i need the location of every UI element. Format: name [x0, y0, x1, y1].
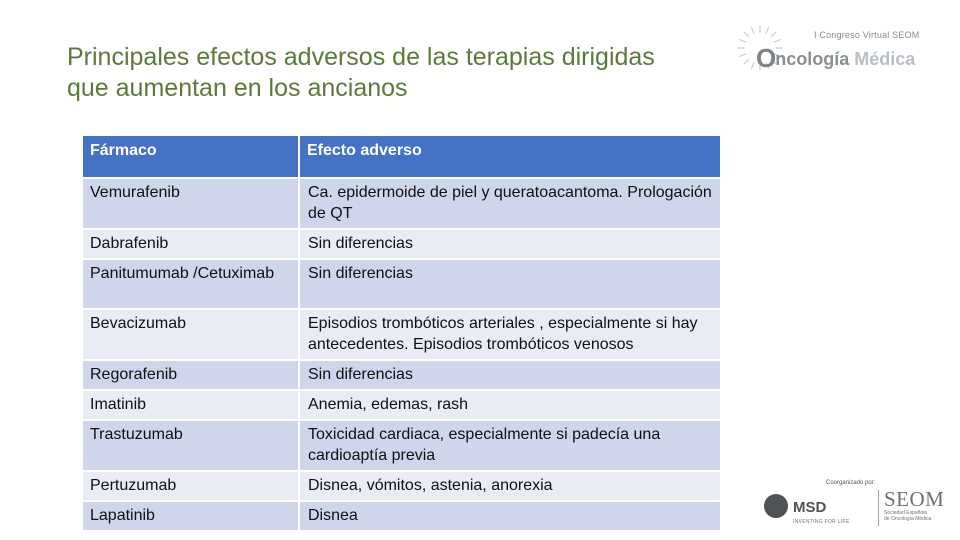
effect-cell: Ca. epidermoide de piel y queratoacantoma. Prologación de QT [299, 178, 721, 229]
msd-logo [764, 490, 876, 530]
congress-logo [736, 22, 946, 82]
effect-cell: Sin diferencias [299, 259, 721, 309]
effect-cell: Sin diferencias [299, 360, 721, 390]
drug-cell: Dabrafenib [82, 229, 299, 259]
drug-cell: Vemurafenib [82, 178, 299, 229]
effect-cell: Sin diferencias [299, 229, 721, 259]
seom-logo [884, 488, 954, 530]
effect-cell: Anemia, edemas, rash [299, 390, 721, 420]
table-row [82, 471, 721, 501]
msd-emblem-icon [764, 494, 788, 518]
effect-cell: Disnea, vómitos, astenia, anorexia [299, 471, 721, 501]
drug-cell: Imatinib [82, 390, 299, 420]
title-line-2: que aumentan en los ancianos [67, 74, 408, 102]
seom-name: SEOM [884, 487, 945, 511]
effect-cell: Toxicidad cardiaca, especialmente si padecía una cardioaptía previa [299, 420, 721, 471]
table-row [82, 178, 721, 229]
adverse-effects-table [81, 134, 722, 532]
slide-title [67, 42, 747, 104]
drug-cell: Regorafenib [82, 360, 299, 390]
title-line-1: Principales efectos adversos de las terapias dirigidas [67, 43, 655, 71]
table-row [82, 390, 721, 420]
coorganized-label: Coorganizado por: [826, 480, 876, 486]
drug-cell: Bevacizumab [82, 309, 299, 360]
table-row [82, 229, 721, 259]
oncologia-medica-wordmark: Oncología Médica [756, 43, 916, 73]
table-row [82, 501, 721, 531]
sponsor-divider [878, 490, 879, 526]
msd-name: MSD [793, 499, 827, 516]
table-row [82, 420, 721, 471]
header-drug: Fármaco [82, 135, 299, 178]
effect-cell: Disnea [299, 501, 721, 531]
table-header-row [82, 135, 721, 178]
effect-cell: Episodios trombóticos arteriales , especialmente si hay antecedentes. Episodios trombóticos venosos [299, 309, 721, 360]
drug-cell: Pertuzumab [82, 471, 299, 501]
congress-name: I Congreso Virtual SEOM [814, 30, 920, 40]
msd-tagline: INVENTING FOR LIFE [793, 519, 850, 525]
table-row [82, 259, 721, 309]
table-row [82, 360, 721, 390]
header-effect: Efecto adverso [299, 135, 721, 178]
drug-cell: Panitumumab /Cetuximab [82, 259, 299, 309]
table-row [82, 309, 721, 360]
seom-subtitle-2: de Oncología Médica [884, 516, 932, 522]
drug-cell: Lapatinib [82, 501, 299, 531]
drug-cell: Trastuzumab [82, 420, 299, 471]
seom-subtitle-1: Sociedad Española [884, 510, 928, 516]
